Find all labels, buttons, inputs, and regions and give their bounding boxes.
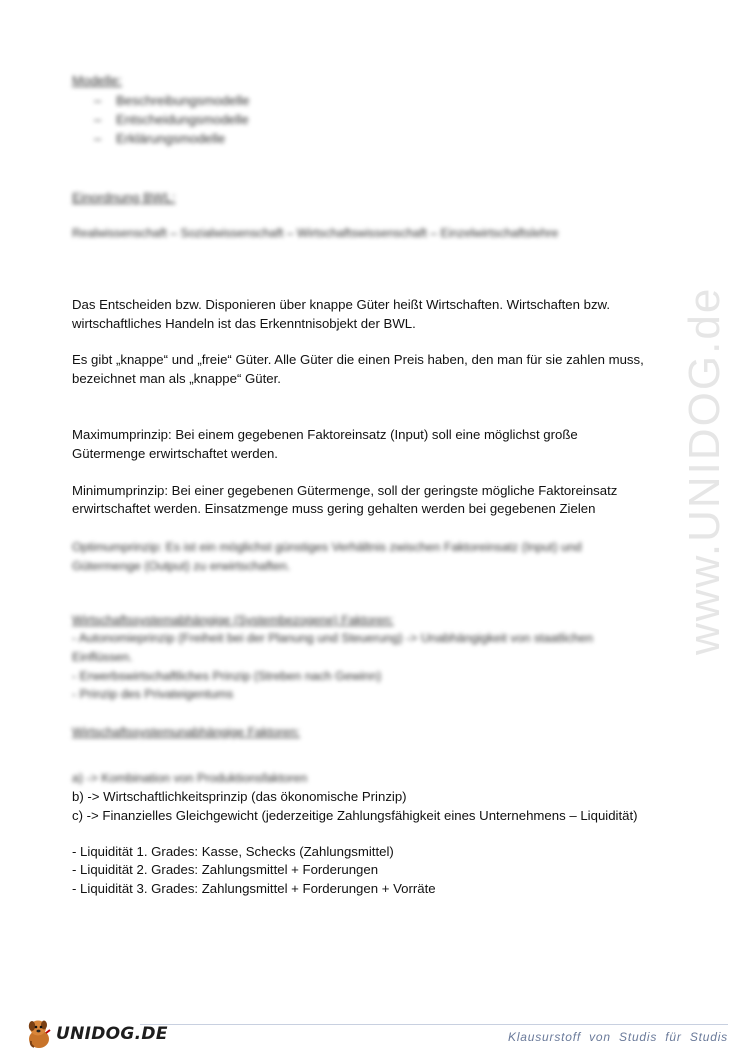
paragraph-4-line-2: erwirtschaftet werden. Einsatzmenge muss gering gehalten werden bei gegebenen Zielen	[72, 501, 596, 516]
classification-heading: Einordnung BWL:	[72, 190, 176, 205]
optimum-line-1: Optimumprinzip: Es ist ein möglichst günstiges Verhältnis zwischen Faktoreinsatz (Input) und	[72, 540, 582, 554]
classification-line: Realwissenschaft – Sozialwissenschaft – Wirtschaftswissenschaft – Einzelwirtschaftslehre	[72, 226, 559, 240]
bullet-dash: –	[94, 112, 102, 127]
watermark: www.UNIDOG.de	[680, 286, 729, 655]
independent-factor-a: a) -> Kombination von Produktionsfaktoren	[72, 771, 308, 785]
logo-text: UNIDOG.DE	[56, 1024, 168, 1044]
paragraph-4-line-1: Minimumprinzip: Bei einer gegebenen Gütermenge, soll der geringste mögliche Faktoreinsatz	[72, 483, 618, 498]
dependent-factors-heading: Wirtschaftssystemabhängige (Systembezogene) Faktoren:	[72, 613, 394, 627]
independent-factors-heading: Wirtschaftssystemunabhängige Faktoren:	[72, 725, 300, 739]
paragraph-2-line-2: bezeichnet man als „knappe“ Güter.	[72, 371, 281, 386]
unidog-logo	[24, 1016, 168, 1052]
bullet-dash: –	[94, 93, 102, 108]
independent-factor-b: b) -> Wirtschaftlichkeitsprinzip (das ökonomische Prinzip)	[72, 789, 407, 804]
footer-tagline: Klausurstoff von Studis für Studis	[508, 1030, 728, 1044]
dependent-factor-2: - Erwerbswirtschaftliches Prinzip (Streben nach Gewinn)	[72, 669, 382, 683]
models-item-1: Beschreibungsmodelle	[116, 93, 250, 108]
liquidity-item-1: - Liquidität 1. Grades: Kasse, Schecks (Zahlungsmittel)	[72, 844, 394, 859]
optimum-line-2: Gütermenge (Output) zu erwirtschaften.	[72, 559, 291, 573]
paragraph-1-line-1: Das Entscheiden bzw. Disponieren über knappe Güter heißt Wirtschaften. Wirtschaften bzw.	[72, 297, 611, 312]
models-item-3: Erklärungsmodelle	[116, 131, 226, 146]
bullet-dash: –	[94, 131, 102, 146]
models-heading: Modelle:	[72, 73, 122, 88]
independent-factor-c: c) -> Finanzielles Gleichgewicht (jederzeitige Zahlungsfähigkeit eines Unternehmens – Liquidität)	[72, 808, 638, 823]
paragraph-1-line-2: wirtschaftliches Handeln ist das Erkenntnisobjekt der BWL.	[72, 316, 416, 331]
paragraph-3-line-2: Gütermenge erwirtschaftet werden.	[72, 446, 278, 461]
models-item-2: Entscheidungsmodelle	[116, 112, 249, 127]
dependent-factor-3: - Prinzip des Privateigentums	[72, 687, 234, 701]
liquidity-item-2: - Liquidität 2. Grades: Zahlungsmittel + Forderungen	[72, 862, 379, 877]
paragraph-2-line-1: Es gibt „knappe“ und „freie“ Güter. Alle Güter die einen Preis haben, den man für sie zahlen muss,	[72, 352, 644, 367]
liquidity-item-3: - Liquidität 3. Grades: Zahlungsmittel + Forderungen + Vorräte	[72, 881, 436, 896]
dependent-factor-1a: - Autonomieprinzip (Freiheit bei der Planung und Steuerung) -> Unabhängigkeit von staatlichen	[72, 631, 594, 645]
footer-divider	[140, 1024, 728, 1025]
dog-mascot-icon	[24, 1017, 54, 1051]
paragraph-3-line-1: Maximumprinzip: Bei einem gegebenen Faktoreinsatz (Input) soll eine möglichst große	[72, 427, 578, 442]
dependent-factor-1b: Einflüssen.	[72, 650, 133, 664]
